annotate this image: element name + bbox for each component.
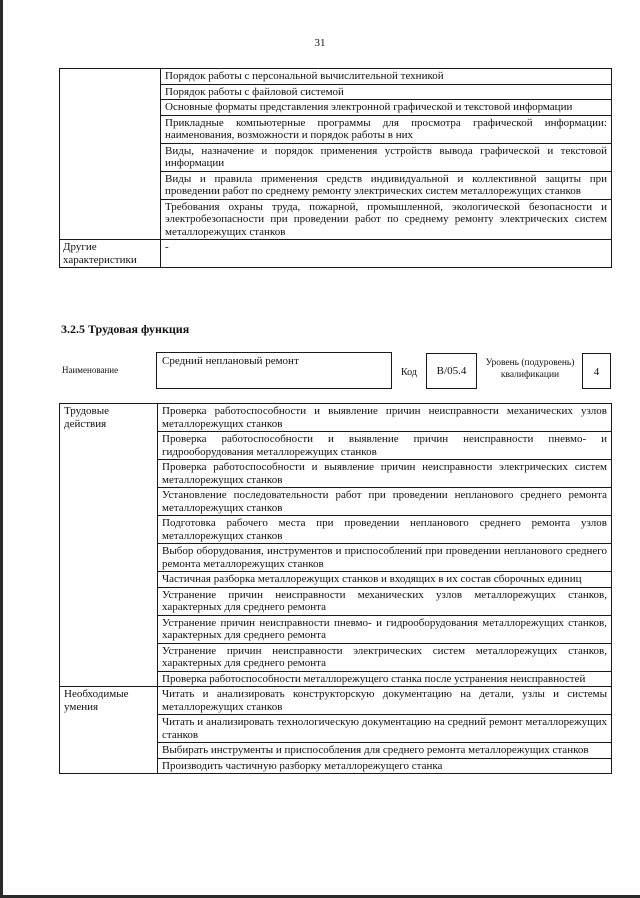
table-cell: Порядок работы с персональной вычислительной техникой xyxy=(161,69,612,85)
table-row xyxy=(60,240,612,268)
table-cell: Проверка работоспособности и выявление причин неисправности механических узлов металлорежущих станков xyxy=(158,404,612,432)
table-cell: Производить частичную разборку металлорежущего станка xyxy=(158,758,612,774)
table-cell: Выбор оборудования, инструментов и приспособлений при проведении непланового среднего ремонта металлорежущих станков xyxy=(158,544,612,572)
table-cell: Требования охраны труда, пожарной, промышленной, экологической безопасности и электробезопасности при проведении работ по среднему ремонту электрических систем металлорежущих станков xyxy=(161,199,612,240)
code-value: В/05.4 xyxy=(426,353,477,389)
required-skills-label: Необходимые умения xyxy=(60,687,158,774)
table-cell: Подготовка рабочего места при проведении непланового среднего ремонта узлов металлорежущих станков xyxy=(158,516,612,544)
table-cell: Установление последовательности работ при проведении непланового среднего ремонта металлорежущих станков xyxy=(158,488,612,516)
table-cell: Виды и правила применения средств индивидуальной и коллективной защиты при проведении работ по среднему ремонту электрических систем металлорежущих станков xyxy=(161,171,612,199)
labor-actions-label: Трудовые действия xyxy=(60,404,158,687)
table-cell: Порядок работы с файловой системой xyxy=(161,84,612,100)
level-label: Уровень (подуровень) квалификации xyxy=(485,358,575,380)
table-row xyxy=(60,687,612,715)
section-title: 3.2.5 Трудовая функция xyxy=(61,322,190,336)
table-cell: Проверка работоспособности и выявление причин неисправности электрических систем металлорежущих станков xyxy=(158,460,612,488)
table-cell: Проверка работоспособности и выявление причин неисправности пневмо- и гидрооборудования металлорежущих станков xyxy=(158,432,612,460)
level-value: 4 xyxy=(582,353,611,389)
table-cell: Частичная разборка металлорежущих станков и входящих в их состав сборочных единиц xyxy=(158,572,612,588)
labor-function-table xyxy=(59,403,612,774)
table-cell: Читать и анализировать технологическую документацию на средний ремонт металлорежущих станков xyxy=(158,715,612,743)
knowledge-table xyxy=(59,68,612,268)
table-cell: Устранение причин неисправности механических узлов металлорежущих станков, характерных для среднего ремонта xyxy=(158,587,612,615)
table-cell: Читать и анализировать конструкторскую документацию на детали, узлы и системы металлорежущих станков xyxy=(158,687,612,715)
table-cell: Выбирать инструменты и приспособления для среднего ремонта металлорежущих станков xyxy=(158,743,612,759)
table-cell: Устранение причин неисправности электрических систем металлорежущих станков, характерных для среднего ремонта xyxy=(158,643,612,671)
code-label: Код xyxy=(401,367,417,378)
other-characteristics-value: - xyxy=(161,240,612,268)
table-cell: Устранение причин неисправности пневмо- и гидрооборудования металлорежущих станков, характерных для среднего ремонта xyxy=(158,615,612,643)
table-row xyxy=(60,404,612,432)
table-label-cell xyxy=(60,69,161,240)
table-cell: Прикладные компьютерные программы для просмотра графической информации: наименования, возможности и порядок работы в них xyxy=(161,115,612,143)
other-characteristics-label: Другие характеристики xyxy=(60,240,161,268)
table-row xyxy=(60,69,612,85)
table-cell: Основные форматы представления электронной графической и текстовой информации xyxy=(161,100,612,116)
table-cell: Виды, назначение и порядок применения устройств вывода графической и текстовой информации xyxy=(161,143,612,171)
scan-edge-left xyxy=(0,0,3,898)
table-cell: Проверка работоспособности металлорежущего станка после устранения неисправностей xyxy=(158,671,612,687)
page-number: 31 xyxy=(314,37,326,49)
name-label: Наименование xyxy=(62,365,119,375)
name-value: Средний неплановый ремонт xyxy=(156,352,392,389)
